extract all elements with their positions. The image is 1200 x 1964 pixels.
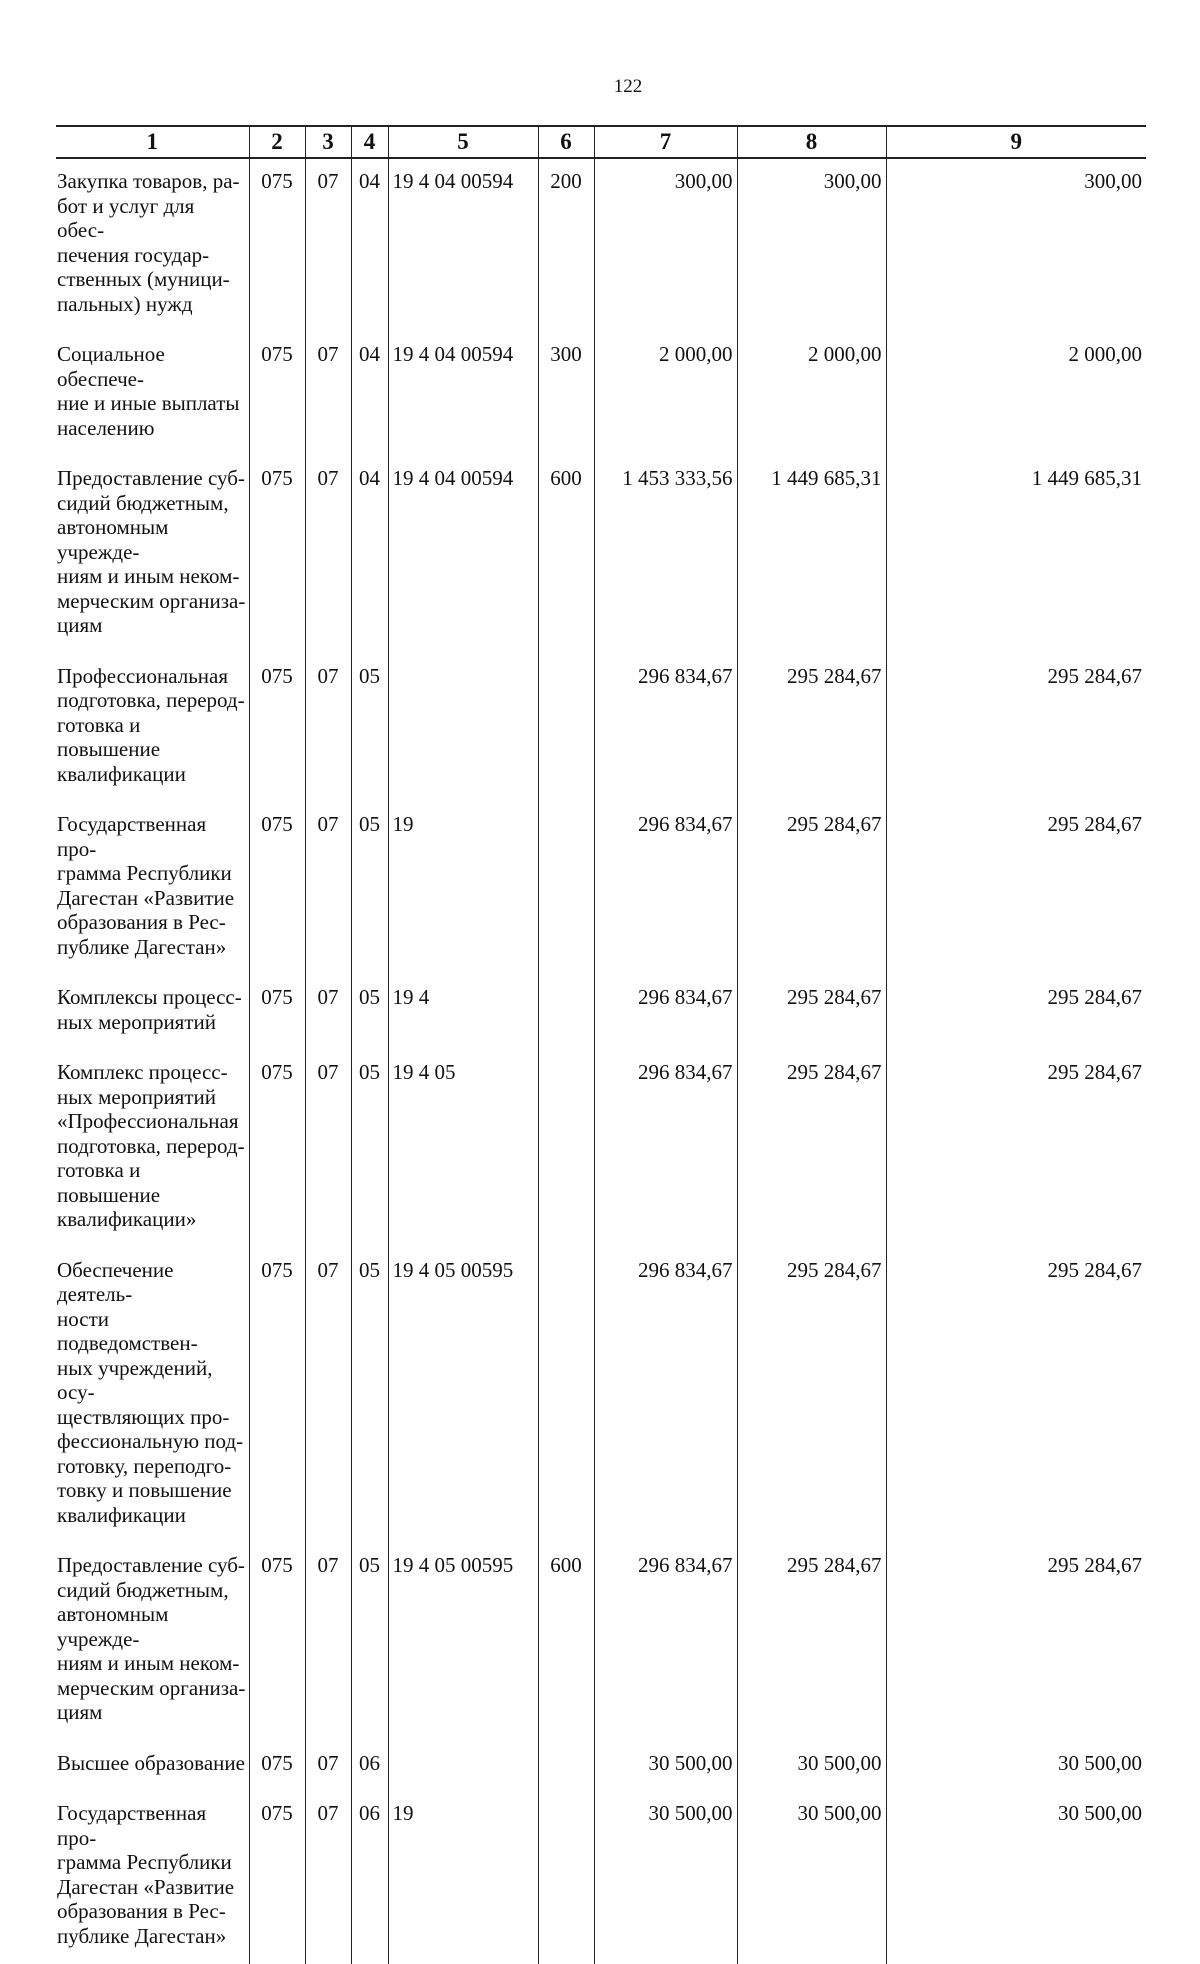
row-name-cell: Государственная про- грамма Республики Дагестан «Развитие образования в Рес- публике Дагестан» <box>56 1791 249 1964</box>
expense-type-cell <box>538 802 594 975</box>
table-row <box>56 1543 1146 1741</box>
target-article-cell <box>388 654 538 803</box>
column-header: 1 <box>56 126 249 158</box>
column-header: 9 <box>886 126 1146 158</box>
column-header: 6 <box>538 126 594 158</box>
amount-year3-cell: 295 284,67 <box>886 654 1146 803</box>
subsection-cell: 05 <box>351 1050 388 1248</box>
amount-year1-cell: 30 500,00 <box>594 1741 737 1792</box>
table-row <box>56 332 1146 456</box>
target-article-cell: 19 <box>388 1791 538 1964</box>
expense-type-cell: 200 <box>538 158 594 332</box>
subsection-cell: 04 <box>351 158 388 332</box>
table-row <box>56 158 1146 332</box>
amount-year3-cell: 30 500,00 <box>886 1791 1146 1964</box>
amount-year3-cell: 300,00 <box>886 158 1146 332</box>
expense-type-cell <box>538 975 594 1050</box>
expense-type-cell <box>538 1741 594 1792</box>
column-header: 4 <box>351 126 388 158</box>
amount-year2-cell: 300,00 <box>737 158 886 332</box>
amount-year2-cell: 1 449 685,31 <box>737 456 886 654</box>
row-name-cell: Обеспечение деятель- ности подведомствен- ных учреждений, осу- ществляющих про- фессиональную под- готовку, переподго- товку и повышение квалификации <box>56 1248 249 1544</box>
table-row <box>56 654 1146 803</box>
row-name-cell: Комплексы процесс- ных мероприятий <box>56 975 249 1050</box>
row-name-cell: Предоставление суб- сидий бюджетным, автономным учрежде- ниям и иным неком- мерческим организа- циям <box>56 456 249 654</box>
row-name-cell: Социальное обеспече- ние и иные выплаты населению <box>56 332 249 456</box>
target-article-cell: 19 4 05 00595 <box>388 1248 538 1544</box>
row-name-cell: Комплекс процесс- ных мероприятий «Профессиональная подготовка, переpод- готовка и повышение квалификации» <box>56 1050 249 1248</box>
expense-type-cell: 600 <box>538 1543 594 1741</box>
code-cell: 075 <box>249 456 305 654</box>
target-article-cell: 19 4 04 00594 <box>388 456 538 654</box>
amount-year1-cell: 296 834,67 <box>594 1050 737 1248</box>
row-name-cell: Высшее образование <box>56 1741 249 1792</box>
code-cell: 075 <box>249 1791 305 1964</box>
amount-year1-cell: 296 834,67 <box>594 654 737 803</box>
row-name-cell: Государственная про- грамма Республики Дагестан «Развитие образования в Рес- публике Дагестан» <box>56 802 249 975</box>
section-cell: 07 <box>305 1791 351 1964</box>
target-article-cell: 19 <box>388 802 538 975</box>
column-header: 5 <box>388 126 538 158</box>
target-article-cell: 19 4 04 00594 <box>388 158 538 332</box>
amount-year2-cell: 295 284,67 <box>737 975 886 1050</box>
subsection-cell: 04 <box>351 332 388 456</box>
code-cell: 075 <box>249 158 305 332</box>
column-header: 3 <box>305 126 351 158</box>
code-cell: 075 <box>249 975 305 1050</box>
table-row <box>56 456 1146 654</box>
table-row <box>56 1741 1146 1792</box>
amount-year3-cell: 2 000,00 <box>886 332 1146 456</box>
table-row <box>56 802 1146 975</box>
section-cell: 07 <box>305 975 351 1050</box>
subsection-cell: 04 <box>351 456 388 654</box>
amount-year1-cell: 296 834,67 <box>594 1543 737 1741</box>
section-cell: 07 <box>305 1543 351 1741</box>
subsection-cell: 05 <box>351 1543 388 1741</box>
table-row <box>56 1248 1146 1544</box>
expense-type-cell <box>538 1791 594 1964</box>
section-cell: 07 <box>305 456 351 654</box>
amount-year2-cell: 30 500,00 <box>737 1741 886 1792</box>
code-cell: 075 <box>249 1543 305 1741</box>
subsection-cell: 05 <box>351 1248 388 1544</box>
header-row <box>56 126 1146 158</box>
code-cell: 075 <box>249 1248 305 1544</box>
amount-year3-cell: 1 449 685,31 <box>886 456 1146 654</box>
column-header: 2 <box>249 126 305 158</box>
table-body <box>56 158 1146 1964</box>
amount-year1-cell: 300,00 <box>594 158 737 332</box>
amount-year2-cell: 2 000,00 <box>737 332 886 456</box>
amount-year2-cell: 295 284,67 <box>737 1543 886 1741</box>
row-name-cell: Профессиональная подготовка, переpод- готовка и повышение квалификации <box>56 654 249 803</box>
section-cell: 07 <box>305 1050 351 1248</box>
page-number: 122 <box>613 76 643 97</box>
amount-year3-cell: 30 500,00 <box>886 1741 1146 1792</box>
target-article-cell: 19 4 <box>388 975 538 1050</box>
section-cell: 07 <box>305 1741 351 1792</box>
table-row <box>56 1791 1146 1964</box>
amount-year3-cell: 295 284,67 <box>886 1050 1146 1248</box>
amount-year1-cell: 296 834,67 <box>594 975 737 1050</box>
amount-year3-cell: 295 284,67 <box>886 802 1146 975</box>
amount-year2-cell: 295 284,67 <box>737 802 886 975</box>
amount-year2-cell: 295 284,67 <box>737 1248 886 1544</box>
code-cell: 075 <box>249 1050 305 1248</box>
column-header: 8 <box>737 126 886 158</box>
expense-type-cell: 300 <box>538 332 594 456</box>
amount-year2-cell: 295 284,67 <box>737 1050 886 1248</box>
subsection-cell: 05 <box>351 975 388 1050</box>
expense-type-cell: 600 <box>538 456 594 654</box>
target-article-cell: 19 4 05 00595 <box>388 1543 538 1741</box>
subsection-cell: 06 <box>351 1741 388 1792</box>
section-cell: 07 <box>305 332 351 456</box>
amount-year1-cell: 30 500,00 <box>594 1791 737 1964</box>
amount-year3-cell: 295 284,67 <box>886 1248 1146 1544</box>
target-article-cell <box>388 1741 538 1792</box>
expense-type-cell <box>538 1050 594 1248</box>
subsection-cell: 05 <box>351 654 388 803</box>
column-header: 7 <box>594 126 737 158</box>
row-name-cell: Закупка товаров, ра- бот и услуг для обес- печения государ- ственных (муници- пальных) нужд <box>56 158 249 332</box>
section-cell: 07 <box>305 158 351 332</box>
amount-year2-cell: 295 284,67 <box>737 654 886 803</box>
section-cell: 07 <box>305 1248 351 1544</box>
section-cell: 07 <box>305 802 351 975</box>
section-cell: 07 <box>305 654 351 803</box>
amount-year1-cell: 296 834,67 <box>594 1248 737 1544</box>
subsection-cell: 06 <box>351 1791 388 1964</box>
code-cell: 075 <box>249 654 305 803</box>
code-cell: 075 <box>249 1741 305 1792</box>
row-name-cell: Предоставление суб- сидий бюджетным, автономным учрежде- ниям и иным неком- мерческим организа- циям <box>56 1543 249 1741</box>
target-article-cell: 19 4 05 <box>388 1050 538 1248</box>
code-cell: 075 <box>249 802 305 975</box>
budget-table <box>56 125 1146 1964</box>
table-row <box>56 975 1146 1050</box>
amount-year2-cell: 30 500,00 <box>737 1791 886 1964</box>
expense-type-cell <box>538 1248 594 1544</box>
amount-year3-cell: 295 284,67 <box>886 975 1146 1050</box>
amount-year1-cell: 296 834,67 <box>594 802 737 975</box>
amount-year1-cell: 2 000,00 <box>594 332 737 456</box>
amount-year3-cell: 295 284,67 <box>886 1543 1146 1741</box>
target-article-cell: 19 4 04 00594 <box>388 332 538 456</box>
amount-year1-cell: 1 453 333,56 <box>594 456 737 654</box>
table-row <box>56 1050 1146 1248</box>
code-cell: 075 <box>249 332 305 456</box>
expense-type-cell <box>538 654 594 803</box>
subsection-cell: 05 <box>351 802 388 975</box>
